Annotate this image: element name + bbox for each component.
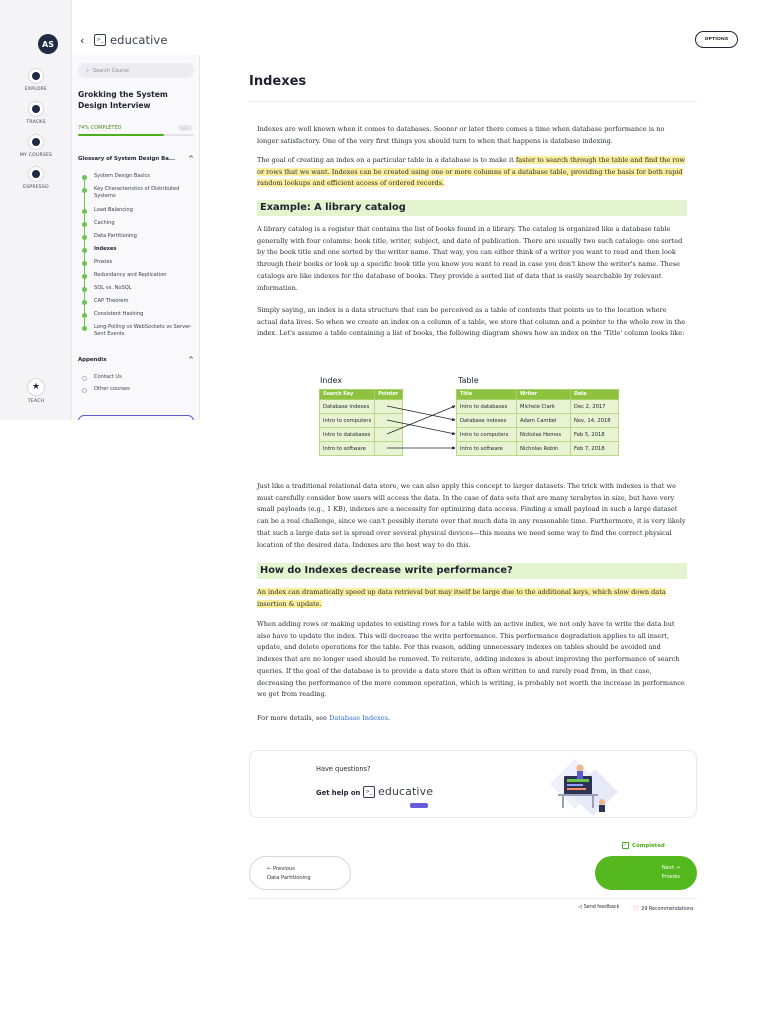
table-cell: Dec 2, 2017 (571, 400, 619, 414)
left-rail (0, 0, 72, 420)
table-cell: Nicholas Robin (517, 442, 571, 456)
highlighted-text: faster to search through the table and find the row or rows that we want. Indexes can be created using one or more columns of a database table, providing the basis for both rapid random lookups and efficient access of ordered records. (257, 156, 686, 188)
toc-item[interactable] (78, 233, 194, 240)
back-chevron-icon[interactable]: ‹ (80, 34, 85, 47)
completed-dot-icon (82, 248, 87, 253)
paragraph-goal (257, 155, 687, 190)
rail-tracks[interactable] (0, 101, 72, 125)
sidebar-cta-button[interactable] (78, 415, 194, 420)
paragraph-intro: Indexes are well known when it comes to databases. Sooner or later there comes a time when database performance is no longer satisfactory. One of the very first things you should turn to when that happens is database indexing. (257, 125, 665, 145)
completed-dot-icon (82, 313, 87, 318)
rail-explore[interactable] (0, 68, 72, 92)
more-details-text: For more details, see (257, 714, 330, 722)
index-column-header: Search Key (320, 390, 375, 400)
educative-logo[interactable] (94, 33, 168, 47)
star-icon: ★ (27, 378, 45, 396)
completed-dot-icon (82, 287, 87, 292)
toc-item-label: Redundancy and Replication (94, 272, 167, 278)
next-lesson-button[interactable] (595, 856, 697, 890)
incomplete-dot-icon (82, 388, 87, 393)
page-title: Indexes (249, 74, 307, 89)
appendix-section-header[interactable] (78, 356, 194, 364)
search-course-input[interactable] (78, 63, 194, 78)
index-diagram (319, 376, 629, 466)
progress-menu-chip[interactable]: ••• (178, 125, 192, 131)
glossary-section-header[interactable] (78, 155, 194, 163)
table-diagram-title: Table (458, 376, 479, 385)
toc-item[interactable] (78, 220, 194, 227)
footer-divider (249, 898, 697, 899)
recommend-button[interactable] (633, 905, 694, 913)
search-placeholder: Search Course (92, 67, 130, 74)
incomplete-dot-icon (82, 376, 87, 381)
rail-explore-label: EXPLORE (24, 87, 48, 92)
glossary-list (78, 173, 194, 347)
chevron-up-icon: ^ (188, 356, 194, 364)
rail-espresso[interactable] (0, 166, 72, 190)
send-feedback-label: Send feedback (583, 905, 620, 910)
toc-item[interactable] (78, 298, 194, 305)
completed-dot-icon (82, 274, 87, 279)
help-badge (410, 803, 428, 808)
toc-item[interactable] (78, 207, 194, 214)
index-search-key: Intro to software (320, 442, 375, 456)
toc-item[interactable] (78, 259, 194, 266)
search-icon: ⌕ (86, 67, 89, 74)
previous-lesson-button[interactable] (249, 856, 351, 890)
send-feedback-button[interactable] (578, 905, 619, 910)
heading-library-catalog: Example: A library catalog (257, 200, 687, 216)
progress-bar (78, 134, 194, 136)
toc-item-label: Load Balancing (94, 207, 133, 213)
completed-dot-icon (82, 300, 87, 305)
options-button[interactable]: OPTIONS (695, 31, 738, 48)
next-label: Next → (661, 865, 680, 871)
terminal-icon: >_ (94, 34, 106, 46)
paragraph-goal-text: The goal of creating an index on a particular table in a database is to make it (257, 156, 516, 164)
coffee-cup-icon (28, 166, 44, 182)
table-cell: Intro to computers (457, 428, 517, 442)
terminal-icon: >_ (363, 786, 375, 798)
completed-label: Completed (632, 842, 665, 849)
toc-item-label: Caching (94, 220, 115, 226)
title-divider (249, 101, 697, 102)
completed-dot-icon (82, 222, 87, 227)
logo-text: educative (110, 33, 168, 47)
paragraph-index-definition: Simply saying, an index is a data structure that can be perceived as a table of contents that points us to the location where actual data lives. So when we create an index on a column of a table, we store that column and a pointer to the whole row in the index. Let's assume a table containing a list of books, the following diagram shows how an index on the 'Title' column looks like: (257, 306, 686, 338)
completed-dot-icon (82, 326, 87, 331)
pointer-arrow (387, 420, 455, 434)
table-cell: Intro to software (457, 442, 517, 456)
chevron-up-icon: ^ (188, 155, 194, 163)
heading-write-performance: How do Indexes decrease write performance? (257, 563, 687, 579)
help-educative-logo (363, 785, 433, 798)
toc-item[interactable] (78, 324, 194, 339)
next-lesson-title: Proxies (661, 873, 680, 880)
course-title[interactable]: Grokking the System Design Interview (78, 90, 168, 110)
progress-label: 74% COMPLETED (78, 125, 122, 131)
completed-dot-icon (82, 188, 87, 193)
index-column-header: Pointer (375, 390, 403, 400)
appendix-item[interactable] (78, 386, 194, 393)
course-sidebar (72, 55, 200, 420)
index-search-key: Intro to computers (320, 414, 375, 428)
table-column-header: Title (457, 390, 517, 400)
pointer-arrows (319, 376, 629, 466)
pointer-arrow (387, 406, 455, 420)
heart-icon: ♡ (633, 905, 640, 913)
paragraph-write-detail: When adding rows or making updates to existing rows for a table with an active index, we not only have to write the data but also have to update the index. This will decrease the write performance. This performance degradation applies to all insert, update, and delete operations for the table. For this reason, adding unnecessary indexes on tables should be avoided and indexes that are no longer used should be removed. To reiterate, adding indexes is about improving the performance of search queries. If the goal of the database is to provide a data store that is often written to and rarely read from, in that case, decreasing the performance of the more common operation, which is writing, is probably not worth the increase in performance we get from reading. (257, 620, 685, 699)
table-cell: Adam Cambel (517, 414, 571, 428)
table-cell: Nov, 14, 2018 (571, 414, 619, 428)
toc-item-label: Indexes (94, 246, 117, 252)
toc-item-label: Consistent Hashing (94, 311, 144, 317)
completed-dot-icon (82, 235, 87, 240)
toc-item-label: Key Characteristics of Distributed Systems (94, 186, 180, 200)
more-details-period: . (387, 714, 391, 722)
highlighted-text: An index can dramatically speed up data retrieval but may itself be large due to the additional keys, which slow down data insertion & update. (257, 588, 666, 608)
toc-item[interactable] (78, 311, 194, 318)
index-search-key: Intro to databases (320, 428, 375, 442)
completed-dot-icon (82, 175, 87, 180)
megaphone-icon: ◁ (578, 905, 582, 910)
help-logo-text: educative (378, 785, 434, 798)
courses-icon (28, 134, 44, 150)
toc-item[interactable] (78, 173, 194, 180)
toc-item-label: Proxies (94, 259, 113, 265)
table-cell: Michele Clark (517, 400, 571, 414)
toc-item-label: SQL vs. NoSQL (94, 285, 132, 291)
toc-item-label: System Design Basics (94, 173, 150, 179)
paragraph-library: A library catalog is a register that contains the list of books found in a library. The catalog is organized like a database table generally with four columns: book title, writer, subject, and date of publication. There are usually two such catalogs: one sorted by the book title and one sorted by the writer name. That way, you can either think of a writer you want to read and then look through their books or look up a specific book title you know you want to read in case you don't know the writer's name. These catalogs are like indexes for the database of books. They provide a sorted list of data that is easily searchable by relevant information. (257, 225, 683, 292)
help-card[interactable] (249, 750, 697, 818)
completed-dot-icon (82, 209, 87, 214)
avatar[interactable]: AS (38, 34, 58, 54)
toc-item-label: CAP Theorem (94, 298, 129, 304)
table-column-header: Date (571, 390, 619, 400)
rail-teach[interactable] (0, 378, 72, 404)
table-cell: Feb 5, 2018 (571, 428, 619, 442)
paragraph-write-summary (257, 587, 687, 610)
tracks-icon (28, 101, 44, 117)
toc-item-label: Data Partitioning (94, 233, 137, 239)
appendix-item-label: Contact Us (94, 374, 122, 380)
appendix-item-label: Other courses (94, 386, 130, 392)
recommendations-label: 29 Recommendations (641, 906, 694, 912)
rail-my-courses[interactable] (0, 134, 72, 158)
rail-teach-label: TEACH (27, 399, 45, 404)
toc-item[interactable] (78, 285, 194, 292)
index-search-key: Database indexes (320, 400, 375, 414)
previous-lesson-title: Data Partitioning (267, 874, 311, 881)
check-icon: ✓ (623, 842, 628, 848)
pointer-arrow (387, 406, 455, 434)
toc-item-label: Long-Polling vs WebSockets vs Server-Sent Events (94, 324, 192, 338)
completed-dot-icon (82, 261, 87, 266)
rail-my-courses-label: MY COURSES (19, 153, 53, 158)
table-cell: Intro to databases (457, 400, 517, 414)
compass-icon (28, 68, 44, 84)
progress-bar-fill (78, 134, 164, 136)
table-cell: Feb 7, 2018 (571, 442, 619, 456)
appendix-item[interactable] (78, 374, 194, 381)
paragraph-more-details (257, 713, 687, 725)
help-get-label: Get help on (316, 789, 361, 797)
database-indexes-link[interactable]: Database Indexes (329, 714, 388, 722)
toc-item[interactable] (78, 246, 194, 253)
appendix-section-title: Appendix (78, 357, 107, 363)
paragraph-larger-datasets: Just like a traditional relational data store, we can also apply this concept to larger datasets. The trick with indexes is that we must carefully consider how users will access the data. In the case of data sets that are many terabytes in size, but have very small payloads (e.g., 1 KB), indexes are a necessity for optimizing data access. Finding a small payload in such a large dataset can be a real challenge, since we can't possibly iterate over that much data in any reasonable time. Furthermore, it is very likely that such a large data set is spread over several physical devices—this means we need some way to find the correct physical location of the desired data. Indexes are the best way to do this. (257, 482, 686, 549)
table-column-header: Writer (517, 390, 571, 400)
help-question: Have questions? (316, 765, 371, 773)
rail-tracks-label: TRACKS (26, 120, 46, 125)
appendix-list (78, 374, 194, 398)
rail-espresso-label: ESPRESSO (23, 185, 49, 190)
glossary-section-title: Glossary of System Design Ba... (78, 156, 175, 162)
toc-item[interactable] (78, 186, 194, 201)
completed-checkbox[interactable] (622, 842, 665, 849)
table-cell: Nickolas Homes (517, 428, 571, 442)
toc-item[interactable] (78, 272, 194, 279)
table-cell: Database indexes (457, 414, 517, 428)
previous-label: ← Previous (267, 866, 295, 872)
index-diagram-title: Index (320, 376, 343, 385)
help-illustration (540, 754, 620, 816)
